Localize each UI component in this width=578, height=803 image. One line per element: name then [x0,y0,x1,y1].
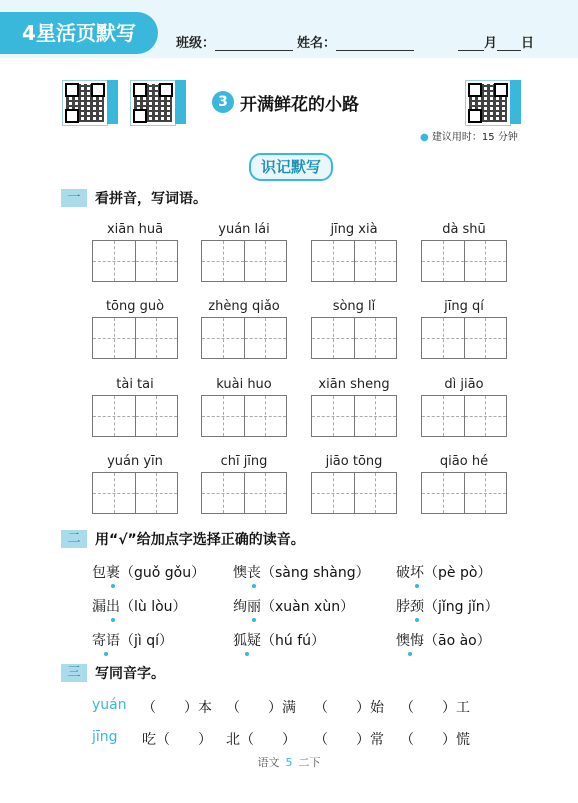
pinyin-label: dì jiāo [444,377,484,392]
reading-choice-item[interactable] [396,562,491,582]
dotted-char: 颈 [410,596,424,616]
grid-cell[interactable] [355,241,397,281]
day-blank[interactable] [497,36,521,51]
pinyin-options[interactable]: （sàng shàng） [261,565,370,581]
reading-choice-item[interactable] [92,630,173,650]
pinyin-label: tài tai [116,377,154,392]
grid-cell[interactable] [245,241,287,281]
reading-choice-item[interactable] [92,562,205,582]
class-field [176,32,293,51]
dotted-char: 丽 [247,596,261,616]
dotted-word: 懊悔 [396,630,424,650]
grid-cell[interactable] [245,473,287,513]
grid-cell[interactable] [422,318,465,358]
pinyin-label: qiāo hé [439,454,489,469]
grid-cell[interactable] [245,396,287,436]
day-label: 日 [521,36,535,51]
reading-choice-item[interactable] [92,596,187,616]
pinyin-label: dà shū [442,222,486,237]
homophone-blank[interactable]: 北（ ） [226,732,296,748]
pinyin-label: xiān huā [106,222,164,237]
name-field [297,32,414,51]
qr-code-icon[interactable] [62,80,108,126]
dotted-char: 出 [106,596,120,616]
reading-choice-item[interactable] [233,630,325,650]
word-char: 破 [396,565,410,581]
dotted-char: 坏 [410,562,424,582]
pinyin-label: tōng guò [105,299,165,314]
pinyin-label: jīng qí [444,299,484,314]
writing-grid[interactable] [201,240,287,282]
homophone-blank[interactable]: （ ）慌 [400,732,470,748]
qr-tag [510,80,521,124]
homophone-pinyin: jīng [92,729,118,745]
grid-cell[interactable] [202,473,245,513]
pinyin-label: zhèng qiǎo [208,299,280,314]
writing-grid[interactable] [421,317,507,359]
qr-code-icon[interactable] [465,80,511,126]
writing-grid[interactable] [421,395,507,437]
grid-cell[interactable] [312,318,355,358]
reading-choice-item[interactable] [396,596,499,616]
homophone-blank[interactable]: （ ）常 [314,732,384,748]
writing-grid[interactable] [311,240,397,282]
writing-grid[interactable] [201,472,287,514]
grid-cell[interactable] [465,318,507,358]
question-badge: 一 [61,189,87,207]
grid-cell[interactable] [355,318,397,358]
grid-cell[interactable] [202,241,245,281]
reading-choice-item[interactable] [233,562,370,582]
writing-grid[interactable] [421,240,507,282]
date-field [458,32,534,51]
grid-cell[interactable] [355,473,397,513]
pinyin-label: yuán yīn [107,454,163,469]
pinyin-options[interactable]: （hú fú） [261,633,325,649]
grid-cell[interactable] [93,396,136,436]
question-prompt: 写同音字。 [95,666,165,682]
question-badge: 二 [61,530,87,548]
question-badge: 三 [61,664,87,682]
qr-tag [107,80,118,124]
writing-grid[interactable] [201,395,287,437]
time-hint [420,128,518,143]
grid-cell[interactable] [465,473,507,513]
pinyin-options[interactable]: （guǒ gǒu） [120,565,206,581]
grid-cell[interactable] [422,241,465,281]
section-title: 识记默写 [249,153,333,181]
question-prompt: 用“√”给加点字选择正确的读音。 [95,532,305,548]
homophone-blank[interactable]: 吃（ ） [142,732,212,748]
homophone-pinyin: yuán [92,697,127,713]
grid-cell[interactable] [465,241,507,281]
writing-grid[interactable] [92,240,178,282]
grid-cell[interactable] [93,318,136,358]
class-label: 班级： [176,36,216,51]
grid-cell[interactable] [422,473,465,513]
word-char: 脖 [396,599,410,615]
grid-cell[interactable] [355,396,397,436]
pinyin-options[interactable]: （āo ào） [424,633,491,649]
dotted-char: 裹 [106,562,120,582]
writing-grid[interactable] [92,472,178,514]
lesson-number-badge: 3 [212,91,234,113]
dotted-word: 狐疑 [233,630,261,650]
month-label: 月 [484,36,498,51]
grid-cell[interactable] [136,318,178,358]
pinyin-options[interactable]: （jì qí） [120,633,174,649]
clock-icon: ● [420,132,429,143]
pinyin-label: jiāo tōng [325,454,383,469]
month-blank[interactable] [458,36,484,51]
time-hint-text: 建议用时：15 分钟 [431,132,518,143]
dotted-char: 丧 [247,562,261,582]
word-char: 包 [92,565,106,581]
page-number: 5 [285,756,293,769]
homophone-blank[interactable]: （ ）始 [314,700,384,716]
writing-grid[interactable] [421,472,507,514]
pinyin-label: sòng lǐ [332,299,376,314]
lesson-title: 开满鲜花的小路 [240,95,359,115]
pinyin-label: chī jīng [220,454,268,469]
grid-cell[interactable] [422,396,465,436]
grid-cell[interactable] [136,473,178,513]
name-blank[interactable] [336,36,414,51]
grid-cell[interactable] [202,396,245,436]
qr-code-icon[interactable] [130,80,176,126]
grid-cell[interactable] [312,473,355,513]
homophone-blank[interactable]: （ ）满 [226,700,296,716]
grid-cell[interactable] [312,396,355,436]
brand-title: 4星活页默写 [0,12,158,54]
writing-grid[interactable] [311,472,397,514]
writing-grid[interactable] [92,317,178,359]
writing-grid[interactable] [201,317,287,359]
grid-cell[interactable] [202,318,245,358]
pinyin-options[interactable]: （xuàn xùn） [261,599,355,615]
grid-cell[interactable] [93,473,136,513]
grid-cell[interactable] [136,241,178,281]
word-char: 懊 [233,565,247,581]
homophone-blank[interactable]: （ ）工 [400,700,470,716]
question-prompt: 看拼音，写词语。 [95,191,207,207]
writing-grid[interactable] [92,395,178,437]
grid-cell[interactable] [136,396,178,436]
qr-tag [175,80,186,124]
grid-cell[interactable] [465,396,507,436]
pinyin-label: yuán lái [218,222,270,237]
grid-cell[interactable] [312,241,355,281]
dotted-word: 寄语 [92,630,120,650]
pinyin-label: kuài huo [216,377,272,392]
homophone-blank[interactable]: （ ）本 [142,700,212,716]
word-char: 漏 [92,599,106,615]
reading-choice-item[interactable] [233,596,354,616]
footer-subject: 语文 [257,756,280,769]
pinyin-options[interactable]: （jǐng jǐn） [424,599,499,615]
reading-choice-item[interactable] [396,630,491,650]
writing-grid[interactable] [311,395,397,437]
name-label: 姓名： [297,36,337,51]
writing-grid[interactable] [311,317,397,359]
pinyin-label: jīng xià [330,222,378,237]
pinyin-options[interactable]: （pè pò） [424,565,492,581]
pinyin-options[interactable]: （lù lòu） [120,599,187,615]
class-blank[interactable] [215,36,293,51]
footer-grade: 二下 [298,756,321,769]
grid-cell[interactable] [93,241,136,281]
pinyin-label: xiān sheng [318,377,390,392]
grid-cell[interactable] [245,318,287,358]
word-char: 绚 [233,599,247,615]
page-footer [0,754,578,770]
